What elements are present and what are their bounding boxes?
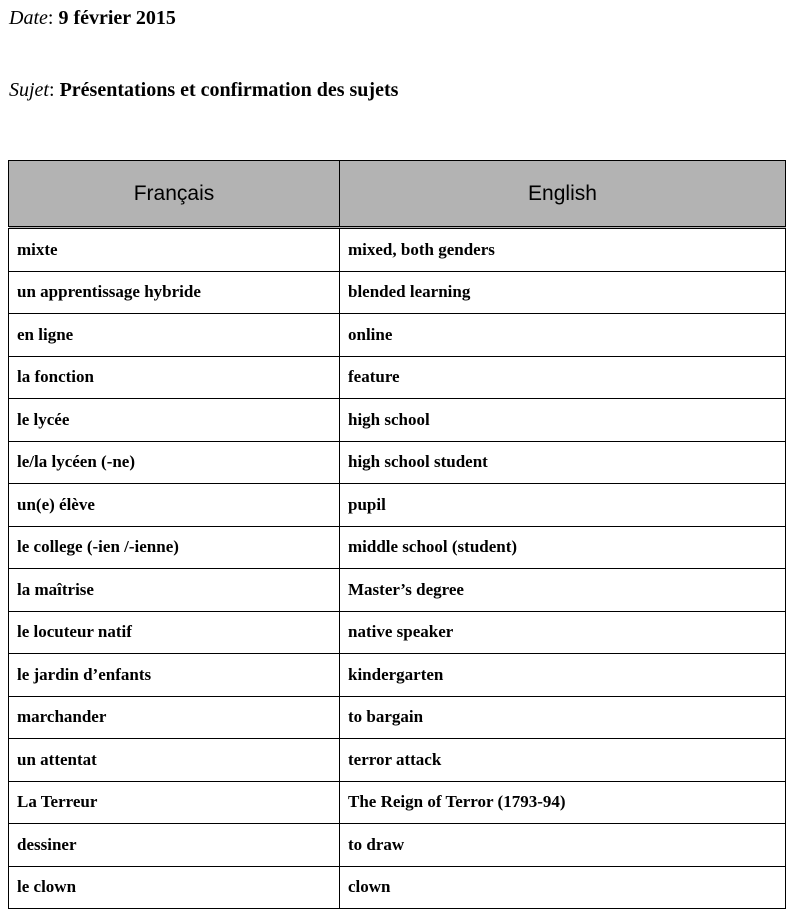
table-row — [9, 611, 786, 654]
date-label: Date — [9, 7, 48, 29]
subject-label: Sujet — [9, 79, 49, 101]
subject-line: Sujet: Présentations et confirmation des sujets — [9, 79, 399, 101]
french-term: le clown — [9, 866, 340, 909]
english-translation: Master’s degree — [340, 569, 786, 612]
vocabulary-table — [8, 160, 786, 909]
table-row — [9, 228, 786, 272]
english-translation: blended learning — [340, 271, 786, 314]
table-row — [9, 781, 786, 824]
table-row — [9, 314, 786, 357]
english-translation: high school — [340, 399, 786, 442]
english-translation: high school student — [340, 441, 786, 484]
subject-value: Présentations et confirmation des sujets — [59, 79, 399, 101]
english-translation: clown — [340, 866, 786, 909]
english-translation: feature — [340, 356, 786, 399]
table-row — [9, 526, 786, 569]
date-line: Date: 9 février 2015 — [9, 7, 176, 29]
english-translation: pupil — [340, 484, 786, 527]
english-translation: kindergarten — [340, 654, 786, 697]
french-term: le locuteur natif — [9, 611, 340, 654]
table-row — [9, 271, 786, 314]
french-term: mixte — [9, 228, 340, 272]
french-term: un apprentissage hybride — [9, 271, 340, 314]
english-translation: to bargain — [340, 696, 786, 739]
english-translation: online — [340, 314, 786, 357]
french-term: le jardin d’enfants — [9, 654, 340, 697]
english-translation: The Reign of Terror (1793-94) — [340, 781, 786, 824]
column-header-french: Français — [9, 161, 340, 228]
column-header-english: English — [340, 161, 786, 228]
french-term: marchander — [9, 696, 340, 739]
english-translation: middle school (student) — [340, 526, 786, 569]
french-term: un(e) élève — [9, 484, 340, 527]
french-term: la fonction — [9, 356, 340, 399]
french-term: dessiner — [9, 824, 340, 867]
table-row — [9, 356, 786, 399]
french-term: La Terreur — [9, 781, 340, 824]
table-row — [9, 569, 786, 612]
table-row — [9, 484, 786, 527]
french-term: la maîtrise — [9, 569, 340, 612]
french-term: le lycée — [9, 399, 340, 442]
english-translation: native speaker — [340, 611, 786, 654]
date-value: 9 février 2015 — [58, 7, 176, 29]
english-translation: to draw — [340, 824, 786, 867]
french-term: un attentat — [9, 739, 340, 782]
french-term: le/la lycéen (-ne) — [9, 441, 340, 484]
table-row — [9, 824, 786, 867]
french-term: le college (-ien /-ienne) — [9, 526, 340, 569]
english-translation: terror attack — [340, 739, 786, 782]
table-row — [9, 696, 786, 739]
table-row — [9, 441, 786, 484]
english-translation: mixed, both genders — [340, 228, 786, 272]
table-row — [9, 399, 786, 442]
french-term: en ligne — [9, 314, 340, 357]
table-header-row — [9, 161, 786, 228]
table-row — [9, 654, 786, 697]
table-row — [9, 866, 786, 909]
table-row — [9, 739, 786, 782]
